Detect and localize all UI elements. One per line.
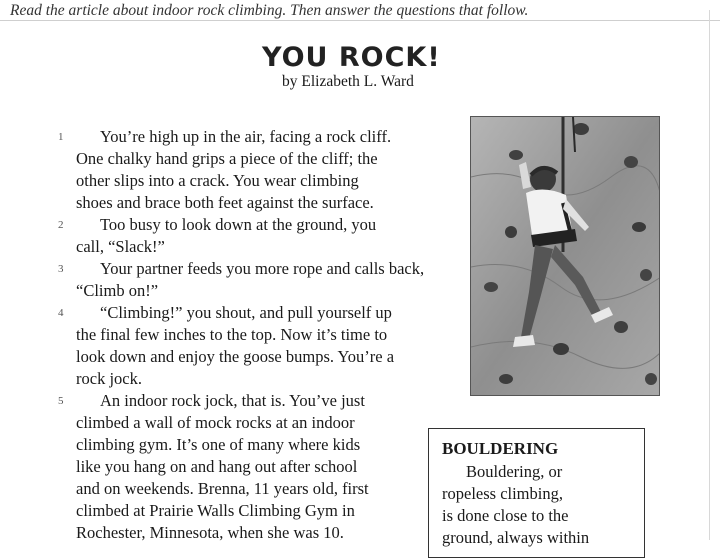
article-line: One chalky hand grips a piece of the cliff; the: [76, 149, 378, 168]
article-line: Too busy to look down at the ground, you: [100, 215, 377, 234]
sidebar-line: Bouldering, or: [466, 462, 563, 481]
article-line: the final few inches to the top. Now it’s time to: [76, 325, 388, 344]
paragraph-number: 3: [58, 263, 64, 275]
article-line: “Climb on!”: [76, 281, 159, 300]
article-line: climbed a wall of mock rocks at an indoor: [76, 413, 355, 432]
article-line: You’re high up in the air, facing a rock cliff.: [100, 127, 392, 146]
article-line: climbing gym. It’s one of many where kids: [76, 435, 361, 454]
paragraph-number: 5: [58, 395, 64, 407]
instructions: Read the article about indoor rock climbing. Then answer the questions that follow.: [10, 2, 529, 19]
article-line: call, “Slack!”: [76, 237, 165, 256]
article-line: other slips into a crack. You wear climbing: [76, 171, 359, 190]
paragraph-number: 2: [58, 219, 64, 231]
article-line: like you hang on and hang out after school: [76, 457, 358, 476]
climbing-photo: [470, 116, 660, 396]
article-line: An indoor rock jock, that is. You’ve just: [100, 391, 365, 410]
article-line: shoes and brace both feet against the surface.: [76, 193, 374, 212]
article-line: Rochester, Minnesota, when she was 10.: [76, 523, 344, 542]
article-title: YOU ROCK!: [262, 42, 441, 73]
article-line: Your partner feeds you more rope and calls back,: [100, 259, 425, 278]
article-line: “Climbing!” you shout, and pull yourself up: [100, 303, 392, 322]
sidebar-line: ground, always within: [442, 528, 590, 547]
paragraph-number: 4: [58, 307, 64, 319]
article-byline: by Elizabeth L. Ward: [282, 73, 414, 90]
right-divider: [709, 10, 710, 540]
bouldering-sidebar: [428, 428, 645, 558]
paragraph-number: 1: [58, 131, 64, 143]
article-line: rock jock.: [76, 369, 142, 388]
climber-illustration: [471, 117, 660, 396]
sidebar-line: ropeless climbing,: [442, 484, 563, 503]
sidebar-heading: BOULDERING: [442, 439, 559, 458]
article-line: look down and enjoy the goose bumps. You’re a: [76, 347, 395, 366]
sidebar-line: is done close to the: [442, 506, 569, 525]
top-divider: [0, 20, 720, 21]
article-line: climbed at Prairie Walls Climbing Gym in: [76, 501, 355, 520]
article-line: and on weekends. Brenna, 11 years old, first: [76, 479, 369, 498]
